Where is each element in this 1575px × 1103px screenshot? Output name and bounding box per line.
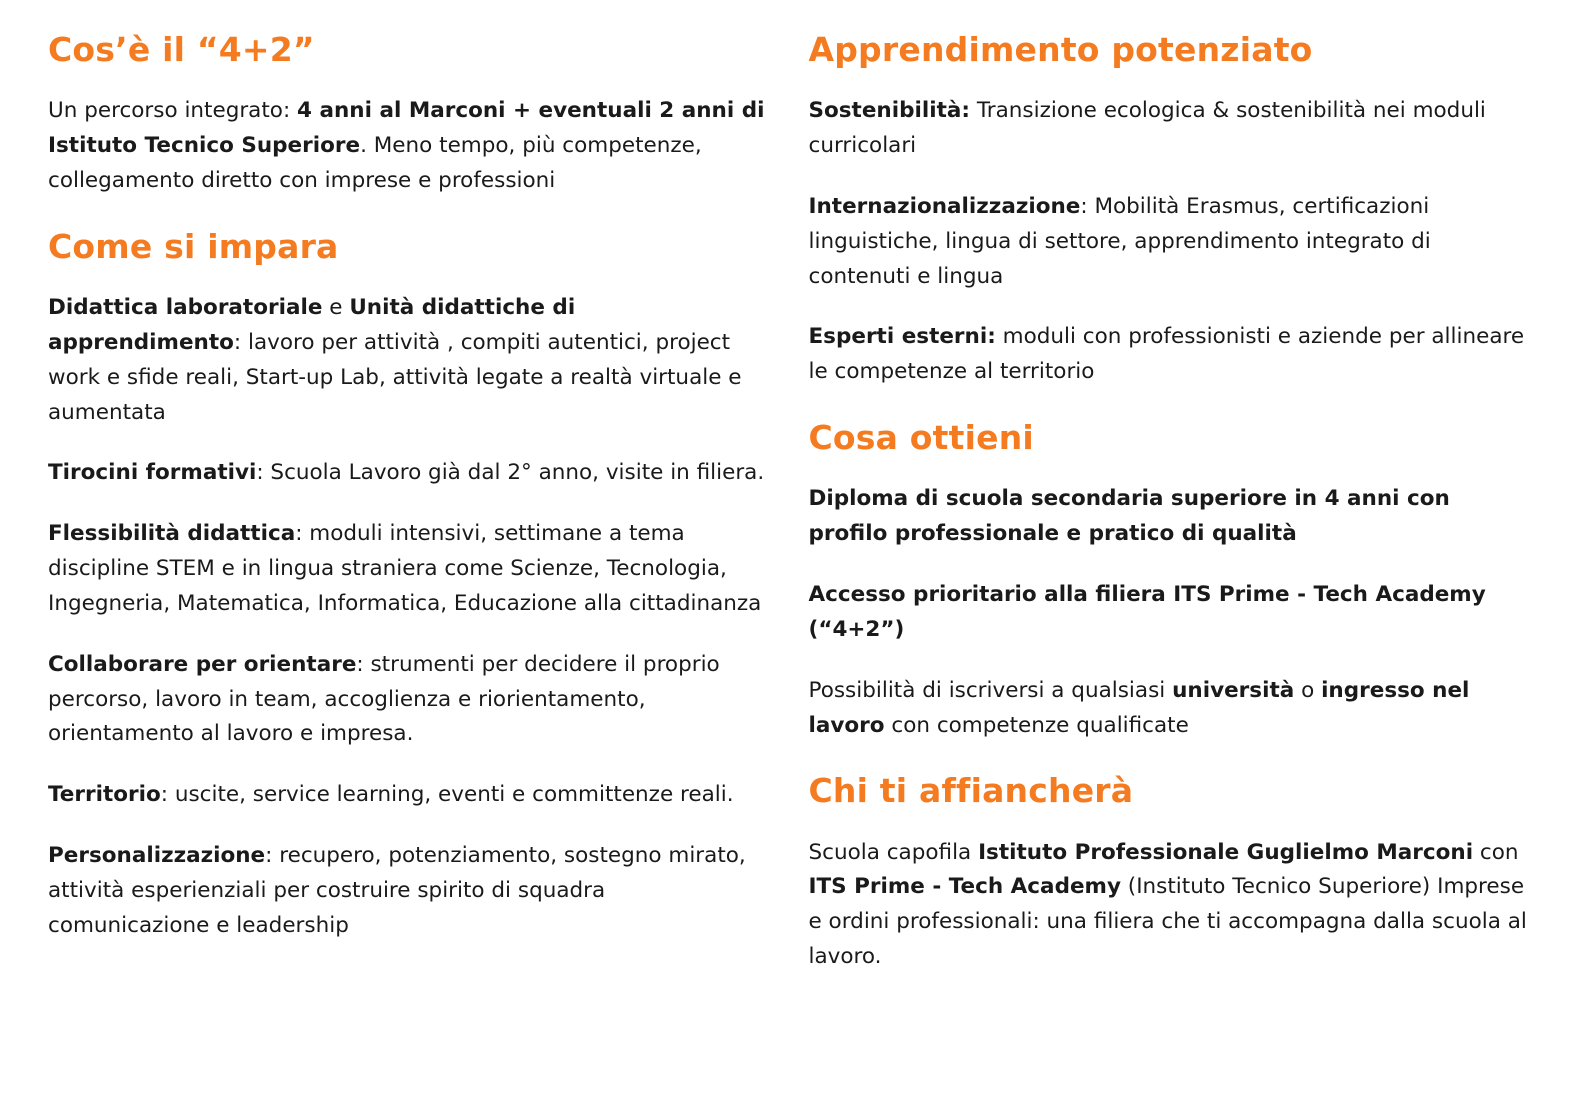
emphasis-text: Esperti esterni: — [808, 324, 996, 350]
emphasis-text: ITS Prime - Tech Academy — [808, 874, 1121, 900]
emphasis-text: Sostenibilità: — [808, 98, 970, 124]
body-text: : strumenti per decidere il proprio percorso, lavoro in team, accoglienza e riorientamento, orientamento al lavoro e impresa. — [48, 651, 720, 747]
body-text: e — [322, 295, 350, 321]
body-text: con competenze qualificate — [884, 712, 1189, 738]
emphasis-text: Didattica laboratoriale — [48, 295, 323, 321]
emphasis-text: Collaborare per orientare — [48, 651, 357, 677]
emphasis-text: Unità didattiche di apprendimento — [48, 295, 576, 355]
section-heading: Chi ti affiancherà — [808, 771, 1134, 811]
emphasis-text: Internazionalizzazione — [808, 193, 1081, 219]
emphasis-text: Personalizzazione — [48, 843, 266, 869]
paragraph — [48, 778, 767, 813]
section-heading: Cosa ottieni — [808, 418, 1034, 458]
body-text: o — [1294, 677, 1322, 703]
body-text: : uscite, service learning, eventi e committenze reali. — [160, 782, 734, 808]
paragraph — [48, 94, 767, 198]
section-body — [809, 482, 1528, 743]
body-text: : Scuola Lavoro già dal 2° anno, visite in filiera. — [256, 460, 765, 486]
body-text: Possibilità di iscriversi a qualsiasi — [808, 677, 1173, 703]
left-column — [48, 24, 767, 1093]
emphasis-text: Diploma di scuola secondaria superiore in 4 anni con profilo professionale e pratico di qualità — [808, 486, 1450, 547]
section-body — [48, 291, 767, 943]
paragraph — [48, 291, 767, 430]
paragraph — [48, 456, 767, 491]
emphasis-text: Accesso prioritario alla filiera ITS Prime - Tech Academy (“4+2”) — [808, 582, 1486, 642]
paragraph — [48, 648, 767, 752]
body-text: moduli con professionisti e aziende per allineare le competenze al territorio — [808, 324, 1525, 385]
paragraph — [809, 190, 1528, 294]
section-body — [809, 94, 1528, 390]
paragraph — [809, 320, 1528, 390]
body-text: . Meno tempo, più competenze, collegamento diretto con imprese e professioni — [48, 133, 702, 193]
body-text: (Instituto Tecnico Superiore) Imprese e ordini professionali: una filiera che ti accompagna dalla scuola al lavoro. — [808, 874, 1527, 970]
emphasis-text: ingresso nel lavoro — [808, 677, 1470, 738]
body-text: : Mobilità Erasmus, certificazioni linguistiche, lingua di settore, apprendimento integrato di contenuti e lingua — [808, 193, 1431, 289]
paragraph — [809, 94, 1528, 164]
body-text: : lavoro per attività , compiti autentici, project work e sfide reali, Start-up Lab, attività legate a realtà virtuale e aumentata — [48, 329, 742, 425]
body-text: Transizione ecologica & sostenibilità nei moduli curricolari — [808, 98, 1486, 159]
body-text: con — [1473, 839, 1519, 865]
paragraph — [48, 839, 767, 943]
paragraph — [809, 482, 1528, 552]
paragraph — [809, 674, 1528, 744]
section-heading: Come si impara — [48, 226, 339, 266]
paragraph — [48, 517, 767, 621]
emphasis-text: Tirocini formativi — [48, 460, 257, 486]
emphasis-text: 4 anni al Marconi + eventuali 2 anni di Istituto Tecnico Superiore — [48, 98, 765, 159]
emphasis-text: università — [1172, 677, 1295, 703]
section-heading: Cos’è il “4+2” — [48, 30, 315, 69]
body-text: Un percorso integrato: — [48, 98, 298, 124]
body-text: Scuola capofila — [808, 839, 979, 865]
body-text: : recupero, potenziamento, sostegno mirato, attività esperienziali per costruire spirito di squadra comunicazione e leadership — [48, 843, 746, 938]
right-column — [809, 24, 1528, 1093]
body-text: : moduli intensivi, settimane a tema discipline STEM e in lingua straniera come Scienze, Tecnologia, Ingegneria, Matematica, Informatica, Educazione alla cittadinanza — [48, 521, 762, 616]
emphasis-text: Flessibilità didattica — [48, 521, 296, 547]
emphasis-text: Territorio — [48, 782, 161, 808]
section-body — [48, 94, 767, 198]
section-heading: Apprendimento potenziato — [808, 30, 1313, 69]
section-body — [809, 836, 1528, 975]
emphasis-text: Istituto Professionale Guglielmo Marconi — [978, 839, 1474, 865]
paragraph — [809, 836, 1528, 975]
paragraph — [809, 578, 1528, 648]
